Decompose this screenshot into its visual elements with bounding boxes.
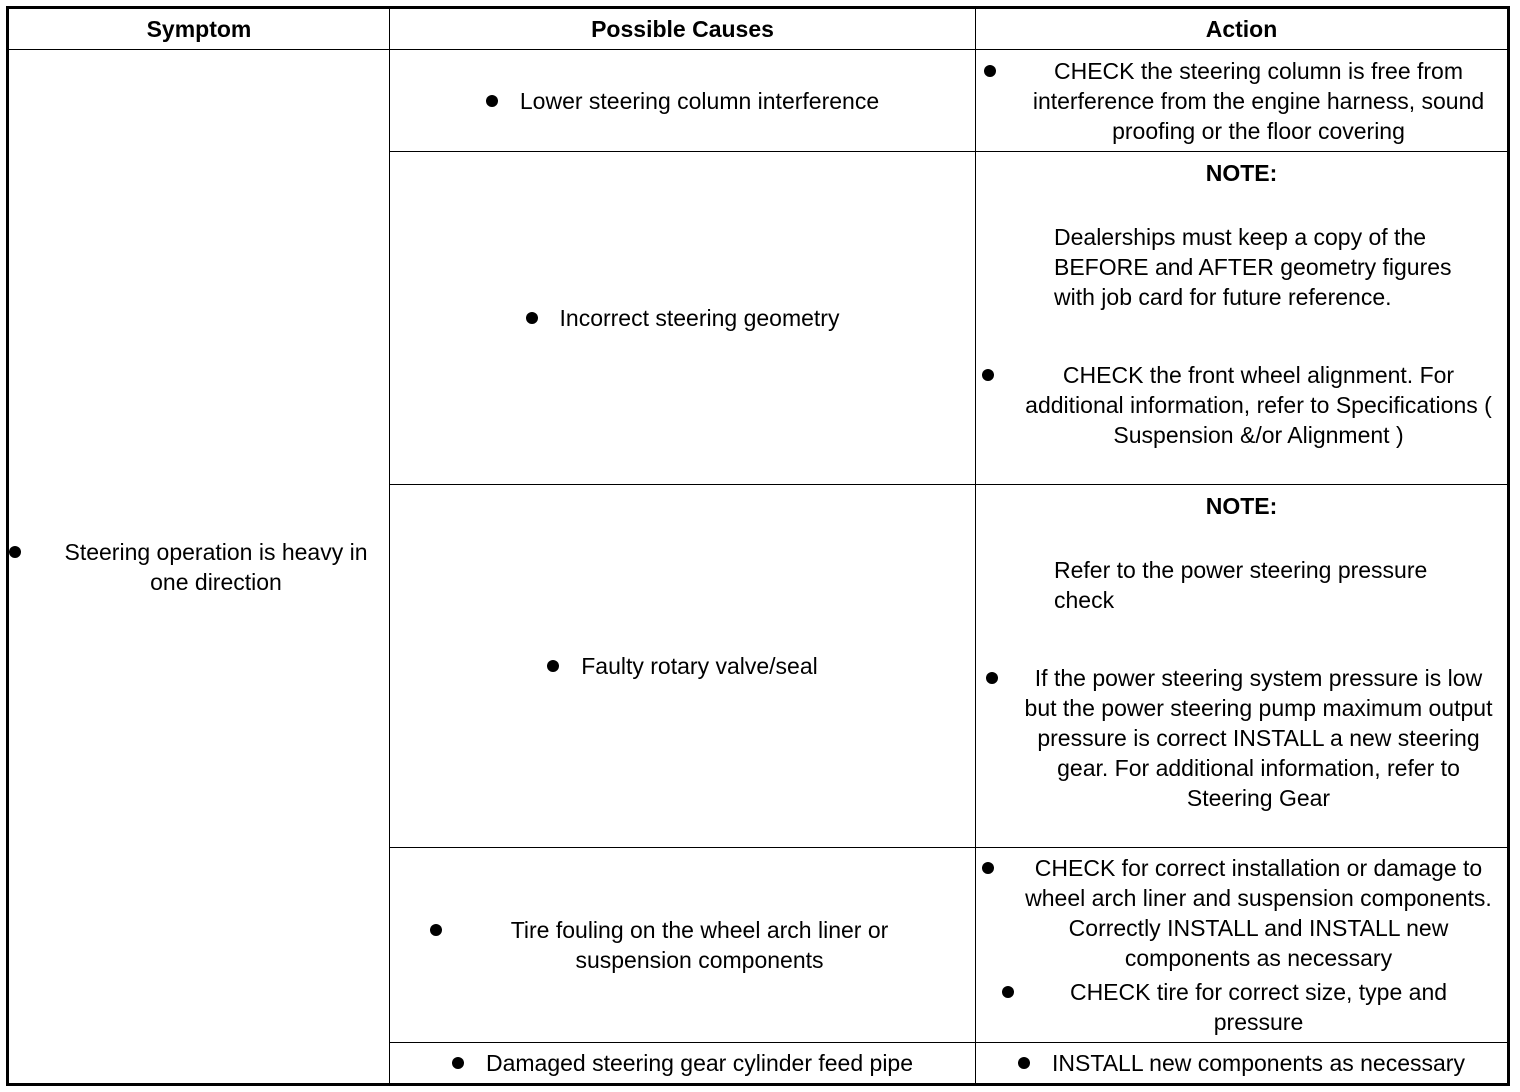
- table-row: [8, 50, 1509, 152]
- bullet-icon: [982, 862, 994, 874]
- action-cell: [976, 152, 1509, 485]
- bullet-icon: [547, 660, 559, 672]
- header-action: Action: [976, 8, 1509, 50]
- cause-text: Tire fouling on the wheel arch liner or suspension components: [510, 917, 889, 973]
- cause-cell: [390, 50, 976, 152]
- cause-cell: [390, 848, 976, 1043]
- bullet-icon: [1002, 986, 1014, 998]
- note-text: Refer to the power steering pressure check: [1054, 557, 1428, 613]
- bullet-icon: [430, 924, 442, 936]
- action-text: INSTALL new components as necessary: [1052, 1050, 1465, 1076]
- cause-cell: [390, 1043, 976, 1085]
- action-cell: [976, 50, 1509, 152]
- header-possible-causes: Possible Causes: [390, 8, 976, 50]
- header-symptom: Symptom: [8, 8, 390, 50]
- action-text: CHECK tire for correct size, type and pressure: [1069, 979, 1448, 1035]
- action-text: CHECK for correct installation or damage to wheel arch liner and suspension components. Correctly INSTALL and INSTALL new components as necessary: [1025, 855, 1492, 971]
- bullet-icon: [526, 312, 538, 324]
- symptom-cell: [8, 50, 390, 1085]
- cause-text: Incorrect steering geometry: [559, 305, 840, 331]
- bullet-icon: [982, 369, 994, 381]
- bullet-icon: [452, 1057, 464, 1069]
- action-cell: [976, 848, 1509, 1043]
- note-title: NOTE:: [1205, 160, 1278, 186]
- note-title: NOTE:: [1205, 493, 1278, 519]
- cause-text: Faulty rotary valve/seal: [581, 653, 818, 679]
- bullet-icon: [984, 65, 996, 77]
- action-text: CHECK the steering column is free from interference from the engine harness, sound proofing or the floor covering: [1032, 57, 1485, 144]
- diagnosis-table: [6, 6, 1510, 1086]
- bullet-icon: [986, 672, 998, 684]
- bullet-icon: [1018, 1057, 1030, 1069]
- action-cell: [976, 1043, 1509, 1085]
- cause-text: Lower steering column interference: [519, 87, 880, 114]
- bullet-icon: [9, 546, 21, 558]
- action-text: If the power steering system pressure is low but the power steering pump maximum output pressure is correct INSTALL a new steering gear. For additional information, refer to Steering Gear: [1024, 665, 1493, 811]
- note-text: Dealerships must keep a copy of the BEFORE and AFTER geometry figures with job card for future reference.: [1054, 224, 1452, 310]
- cause-cell: [390, 485, 976, 848]
- action-text: CHECK the front wheel alignment. For additional information, refer to Specifications ( Suspension &/or Alignment ): [1025, 362, 1492, 448]
- header-row: [8, 8, 1509, 50]
- cause-text: Damaged steering gear cylinder feed pipe: [485, 1050, 914, 1076]
- bullet-icon: [486, 95, 498, 107]
- symptom-text: Steering operation is heavy in one direction: [64, 538, 368, 595]
- cause-cell: [390, 152, 976, 485]
- action-cell: [976, 485, 1509, 848]
